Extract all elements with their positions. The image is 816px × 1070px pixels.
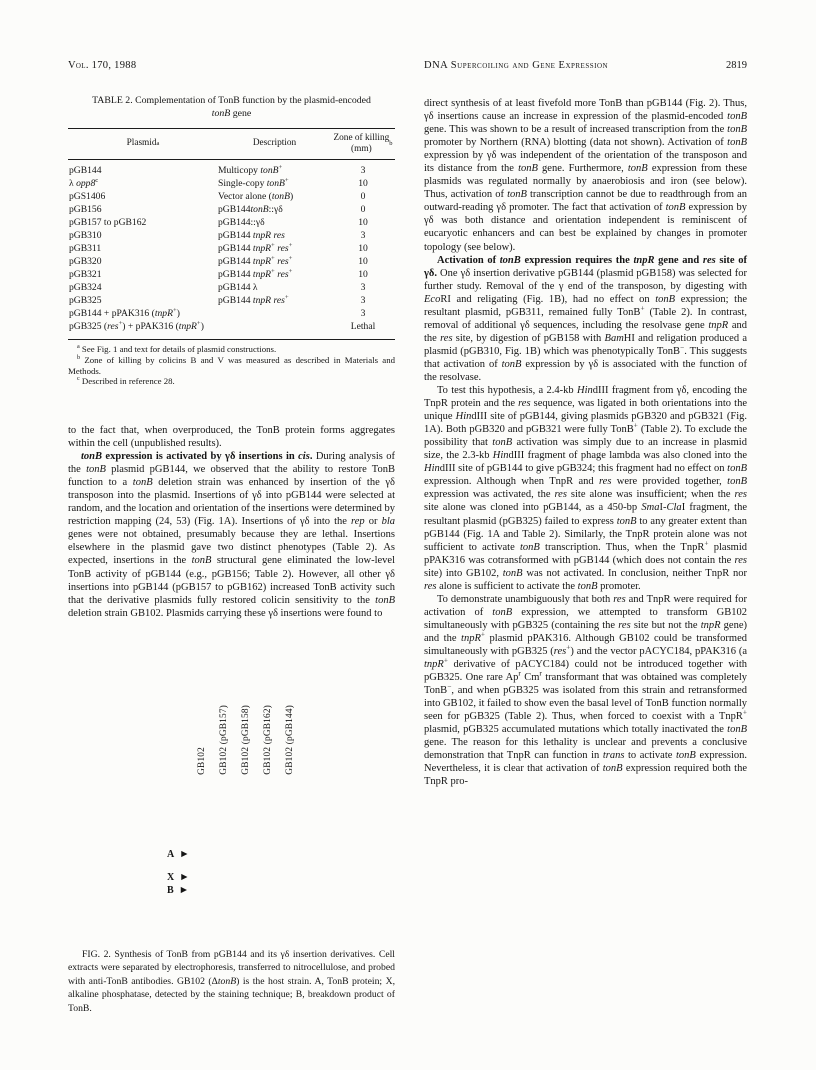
paragraph: tonB expression is activated by γδ insertions in cis. During analysis of the tonB plasmid pGB144, we observed that the ability to restore TonB function to a tonB deletion strain was enhanced by insertion of the γδ transposon into the plasmid. Insertions of γδ into pGB144 were selected at random, and the location and orientation of the insertions were determined by restriction mapping (24, 53) (Fig. 1A). Insertions of γδ into the rep or bla genes were not obtained, presumably because they are lethal. Insertions elsewhere in the plasmid gave two distinct phenotypes (Table 2). As expected, insertions in the tonB structural gene eliminated the low-level TonB activity of pGB144 (e.g., pGB156; Table 2). However, all other γδ insertions into pGB144 (pGB157 to pGB162) increased TonB activity such that the derivative plasmids fully restored colicin sensitivity to the tonB deletion strain GB102. Plasmids carrying these γδ insertions were found to	[68, 451, 396, 619]
cell-description: Single-copy tonB+	[218, 176, 289, 189]
column-header-zone: Zone of killing (mm) b	[333, 133, 393, 154]
band-marker-a	[167, 849, 187, 860]
paragraph: to the fact that, when overproduced, the TonB protein forms aggregates within the cell (unpublished results).	[68, 425, 395, 450]
cell-plasmid: pGB144	[69, 165, 102, 176]
cell-zone: 3	[360, 230, 366, 241]
cell-plasmid: pGB144 + pPAK316 (tnpR+)	[69, 306, 180, 319]
page-number: 2819	[726, 60, 747, 71]
table-row	[68, 268, 395, 281]
cell-zone: 10	[358, 269, 368, 280]
table-row	[68, 294, 395, 307]
cell-description: Vector alone (tonB)	[218, 191, 294, 202]
paragraph: To test this hypothesis, a 2.4-kb HindIII fragment from γδ, encoding the TnpR protein and the res sequence, was ligated in both orientations into the unique HindIII site of pGB144, giving plasmids pGB320 and pGB321 (Fig. 1A). Both pGB320 and pGB321 were fully TonB+ (Table 2). To exclude the possibility that tonB activation was simply due to an increase in plasmid size, the 2.3-kb HindIII fragment of phage lambda was also cloned into the HindIII site of pGB144 to give pGB324; this fragment had no effect on tonB expression. Although when TnpR and res were provided together, tonB expression was activated, the res site alone was insufficient; when the res site alone was cloned into pGB144, as a 450-bp SmaI-ClaI fragment, the resultant plasmid (pGB325) failed to express tonB to any greater extent than pGB144 (Fig. 1A and Table 2). Similarly, the TnpR protein alone was not sufficient to activate tonB transcription. Thus, when the TnpR+ plasmid pPAK316 was cotransformed with pGB144 (which does not contain the res site) into GB102, tonB was not activated. In conclusion, neither TnpR nor res alone is sufficient to activate the tonB promoter.	[424, 385, 748, 592]
cell-plasmid: pGB157 to pGB162	[69, 217, 147, 228]
table-2	[68, 95, 395, 387]
running-title: DNA Supercoiling and Gene Expression	[424, 60, 609, 71]
table-title: TABLE 2. Complementation of TonB function by the plasmid-encoded tonB gene	[92, 95, 371, 119]
paragraph: Activation of tonB expression requires the tnpR gene and res site of γδ. One γδ insertion derivative pGB144 (plasmid pGB158) was selected for further study. Removal of the γ end of the transposon, by digesting with EcoRI and religating (Fig. 1B), had no effect on tonB expression; the resultant plasmid, pGB311, remained fully TonB+ (Table 2). In contrast, removal of additional γδ sequences, including the resolvase gene tnpR and the res site, by digestion of pGB158 with BamHI and religation produced a plasmid (pGB310, Fig. 1B) which was phenotypically TonB−. This suggests that activation of tonB expression by γδ is associated with the function of the resolvase.	[424, 254, 748, 383]
lane-label: GB102 (pGB158)	[241, 705, 251, 775]
right-triangle-icon: ▶	[181, 872, 188, 881]
band-marker-letter: B	[167, 885, 174, 896]
cell-description: Multicopy tonB+	[218, 163, 283, 176]
cell-zone: Lethal	[350, 321, 376, 332]
table-grid	[68, 128, 395, 340]
cell-zone: 10	[358, 256, 368, 267]
footnote-b: $^b$ Zone of killing by colicins B and V was measured as described in Materials and Methods.	[68, 354, 395, 376]
right-triangle-icon: ▶	[180, 885, 187, 894]
lane-label: GB102	[197, 747, 207, 775]
cell-plasmid: pGB320	[69, 256, 102, 267]
cell-plasmid: pGB311	[69, 243, 102, 254]
table-footnotes	[68, 344, 395, 387]
table-row	[68, 229, 395, 242]
cell-plasmid: pGB156	[69, 204, 102, 215]
paragraph: direct synthesis of at least fivefold more TonB than pGB144 (Fig. 2). Thus, γδ insertions cause an increase in expression of the plasmid-encoded tonB gene. This was shown to be a result of increased transcription from the tonB promoter by Northern (RNA) blotting (data not shown). Activation of tonB expression by γδ was independent of the orientation of the transposon and its distance from the tonB gene. Furthermore, tonB expression from these plasmids was regulated normally by anaerobiosis and iron (see below). Thus, activation of tonB transcription cannot be due to readthrough from an outward-reading γδ promoter. The fact that activation of tonB expression by γδ was both distance and orientation independent is reminiscent of eucaryotic enhancers and can best be explained by changes in promoter topology (see below).	[424, 98, 747, 253]
cell-description: pGB144::γδ	[218, 217, 265, 228]
table-row	[68, 320, 395, 333]
cell-zone: 0	[360, 204, 366, 215]
cell-zone: 3	[360, 308, 366, 319]
band-marker-b	[167, 885, 187, 896]
cell-zone: 0	[360, 191, 366, 202]
cell-zone: 3	[360, 282, 366, 293]
cell-plasmid: pGB325	[69, 295, 102, 306]
cell-description: pGB144 tnpR+ res+	[218, 254, 293, 267]
column-header-description: Description	[252, 138, 297, 149]
left-column-text	[68, 424, 395, 620]
cell-description	[218, 320, 331, 333]
table-body	[68, 160, 395, 339]
table-row	[68, 242, 395, 255]
paragraph: To demonstrate unambiguously that both res and TnpR were required for activation of tonB expression, we attempted to transform GB102 simultaneously with pGB325 (containing the res site but not the tnpR gene) and the tnpR+ plasmid pPAK316. Although GB102 could be transformed simultaneously with pGB325 (res+) and the vector pACYC184, pPAK316 (a tnpR+ derivative of pACYC184) could not be introduced together with pGB325. One rare Ap$^r$ Cm$^r$ transformant that was obtained was completely TonB−, and when pGB325 was isolated from this strain and retransformed into GB102, it failed to show even the basal level of TonB function normally seen for pGB325 (Table 2). Thus, when forced to coexist with a TnpR+ plasmid, pGB325 accumulated mutations which totally inactivated the tonB gene. The reason for this lethality is unclear and prevents a conclusive demonstration that TnpR can function in trans to activate tonB expression. Nevertheless, it is clear that activation of tonB expression required both the TnpR pro-	[424, 593, 748, 788]
column-header-plasmid: Plasmid a	[126, 138, 160, 149]
cell-description: pGB144 λ	[218, 282, 258, 293]
cell-plasmid: pGB310	[69, 230, 102, 241]
cell-plasmid: pGS1406	[69, 191, 106, 202]
cell-description: pGB144tonB::γδ	[218, 204, 283, 215]
band-marker-letter: A	[167, 849, 175, 860]
cell-zone: 3	[360, 165, 366, 176]
right-column-text	[424, 97, 747, 788]
lane-label: GB102 (pGB157)	[219, 705, 229, 775]
band-marker-letter: X	[167, 872, 175, 883]
cell-description: pGB144 tnpR res	[218, 230, 285, 241]
table-row	[68, 177, 395, 190]
cell-zone: 10	[358, 243, 368, 254]
lane-labels	[197, 661, 295, 775]
running-head	[424, 60, 747, 71]
cell-zone: 3	[360, 295, 366, 306]
cell-description: pGB144 tnpR res+	[218, 293, 289, 306]
figure-2-caption: FIG. 2. Synthesis of TonB from pGB144 and its γδ insertion derivatives. Cell extracts were separated by electrophoresis, transferred to nitrocellulose, and probed with anti-TonB antibodies. GB102 (ΔtonB) is the host strain. A, TonB protein; X, alkaline phosphatase, detected by the staining technique; B, breakdown product of TonB.	[68, 949, 395, 1014]
lane-label: GB102 (pGB144)	[285, 705, 295, 775]
lane-label: GB102 (pGB162)	[263, 705, 273, 775]
table-row	[68, 281, 395, 294]
cell-description: pGB144 tnpR+ res+	[218, 241, 293, 254]
table-header-row	[68, 129, 395, 160]
footnote-a: $^a$ See Fig. 1 and text for details of plasmid constructions.	[77, 344, 277, 354]
table-row	[68, 190, 395, 203]
cell-description: pGB144 tnpR+ res+	[218, 267, 293, 280]
cell-plasmid: pGB321	[69, 269, 102, 280]
cell-plasmid: pGB325 (res+) + pPAK316 (tnpR+)	[69, 319, 204, 332]
cell-zone: 10	[358, 217, 368, 228]
cell-plasmid: λ opp8$^c$	[69, 176, 99, 189]
journal-volume: Vol. 170, 1988	[68, 60, 137, 71]
table-row	[68, 307, 395, 320]
table-row	[68, 216, 395, 229]
cell-plasmid: pGB324	[69, 282, 102, 293]
table-row	[68, 164, 395, 177]
cell-description	[218, 307, 331, 320]
table-row	[68, 255, 395, 268]
footnote-c: $^c$ Described in reference 28.	[77, 376, 175, 387]
table-row	[68, 203, 395, 216]
cell-zone: 10	[358, 178, 368, 189]
band-marker-x	[167, 872, 187, 883]
right-triangle-icon: ▶	[181, 849, 188, 858]
